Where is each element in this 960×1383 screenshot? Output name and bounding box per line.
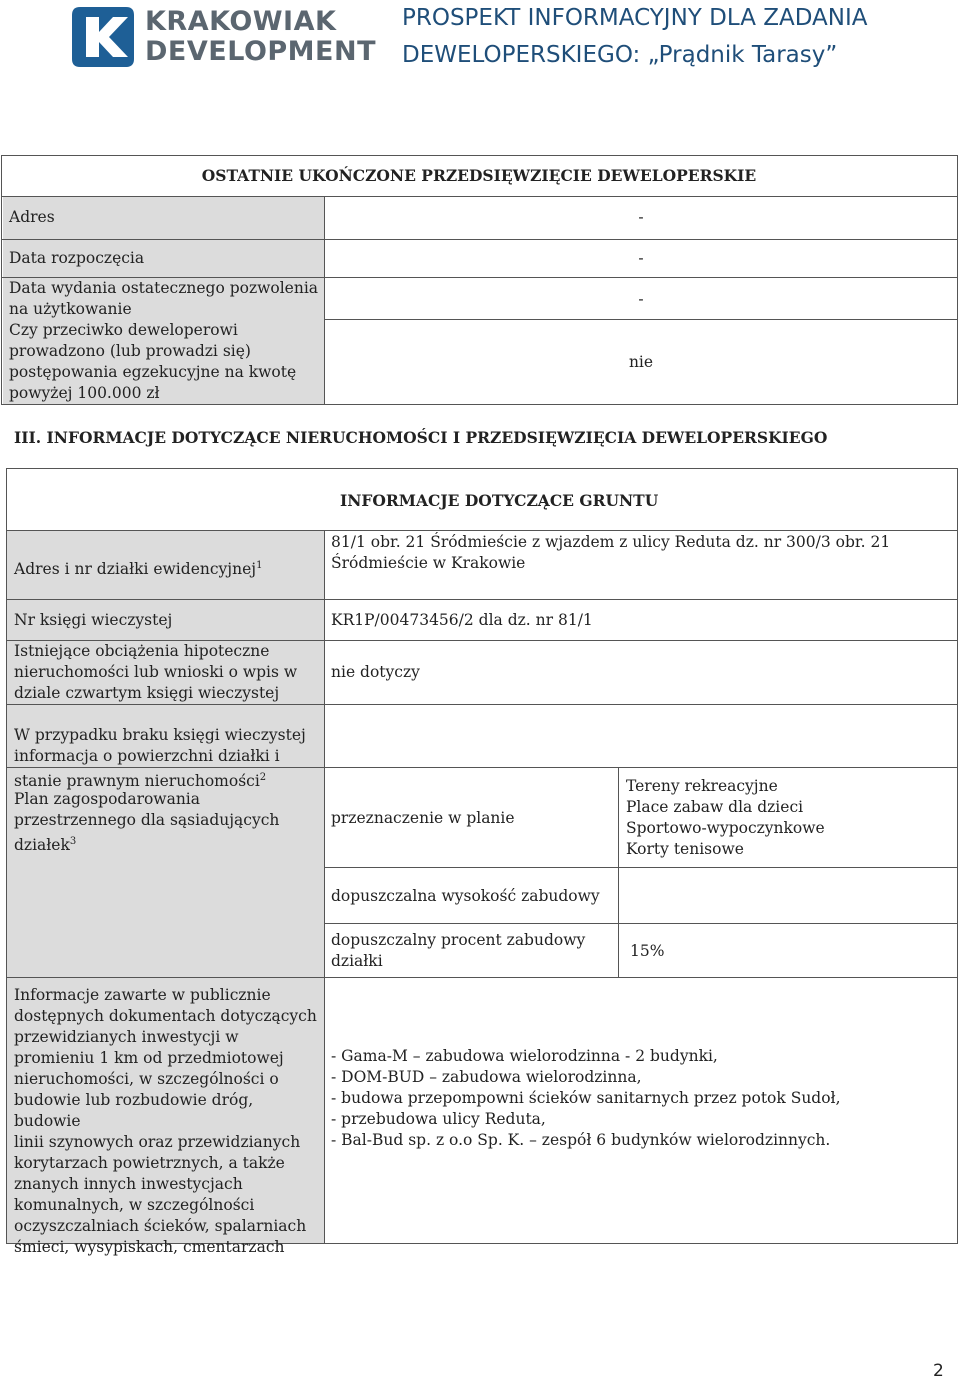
land-register-label: Nr księgi wieczystej xyxy=(14,611,173,629)
parcel-address-label-text: Adres i nr działki ewidencyjnej xyxy=(14,560,257,579)
last-project-start-date-value: - xyxy=(638,249,644,267)
parcel-address-label xyxy=(14,555,262,580)
footnote-3-marker: 3 xyxy=(69,836,77,847)
last-project-enforcement-value: nie xyxy=(628,353,654,371)
footnote-1-marker: 1 xyxy=(256,560,263,571)
last-project-address-value: - xyxy=(638,208,644,226)
document-title-line-1: PROSPEKT INFORMACYJNY DLA ZADANIA xyxy=(402,5,868,31)
land-info-subheading: INFORMACJE DOTYCZĄCE GRUNTU xyxy=(340,491,659,510)
zoning-plan-label xyxy=(14,768,322,856)
zoning-purpose-label: przeznaczenie w planie xyxy=(331,809,515,827)
land-register-value: KR1P/00473456/2 dla dz. nr 81/1 xyxy=(331,611,593,629)
section-3-heading: III. INFORMACJE DOTYCZĄCE NIERUCHOMOŚCI I PRZEDSIĘWZIĘCIA DEWELOPERSKIEGO xyxy=(14,428,828,447)
planned-investments-label: Informacje zawarte w publicznie dostępnych dokumentach dotyczących przewidzianych inwestycji w promieniu 1 km od przedmiotowej nieruchomości, w szczególności o budowie lub rozbudowie dróg, budowie linii szynowych oraz przewidzianych korytarzach powietrznych, a także znanych innych inwestycjach komunalnych, w szczególności oczyszczalniach ścieków, spalarniach śmieci, wysypiskach, cmentarzach xyxy=(14,986,317,1256)
last-project-permit-date-label: Data wydania ostatecznego pozwolenia na użytkowanie xyxy=(9,279,319,318)
last-project-enforcement-label: Czy przeciwko deweloperowi prowadzono (lub prowadzi się) postępowania egzekucyjne na kwotę powyżej 100.000 zł xyxy=(9,321,297,402)
zoning-percent-value: 15% xyxy=(630,942,665,960)
logo-line-2: DEVELOPMENT xyxy=(145,36,377,67)
last-project-permit-date-value: - xyxy=(638,290,644,308)
zoning-plan-label-text: Plan zagospodarowania przestrzennego dla sąsiadujących działek xyxy=(14,790,280,855)
encumbrance-label: Istniejące obciążenia hipoteczne nieruchomości lub wnioski o wpis w dziale czwartym księgi wieczystej xyxy=(14,642,298,702)
logo-line-1: KRAKOWIAK xyxy=(145,6,337,37)
last-project-address-label: Adres xyxy=(9,208,55,226)
last-project-start-date-label: Data rozpoczęcia xyxy=(9,249,145,267)
logo-k-icon xyxy=(70,5,136,69)
encumbrance-value: nie dotyczy xyxy=(331,663,420,681)
no-land-register-label-text: W przypadku braku księgi wieczystej informacja o powierzchni działki i stanie prawnym nieruchomości xyxy=(14,726,306,791)
company-logo xyxy=(70,5,377,71)
zoning-height-label: dopuszczalna wysokość zabudowy xyxy=(331,887,600,905)
last-project-heading: OSTATNIE UKOŃCZONE PRZEDSIĘWZIĘCIE DEWELOPERSKIE xyxy=(201,166,757,185)
footnote-2-marker: 2 xyxy=(259,772,267,783)
zoning-percent-label: dopuszczalny procent zabudowy działki xyxy=(331,931,586,970)
parcel-address-value: 81/1 obr. 21 Śródmieście z wjazdem z ulicy Reduta dz. nr 300/3 obr. 21 Śródmieście w Krakowie xyxy=(331,533,891,572)
planned-investments-value: - Gama-M – zabudowa wielorodzinna - 2 budynki, - DOM-BUD – zabudowa wielorodzinna, - budowa przepompowni ścieków sanitarnych przez potok Sudoł, - przebudowa ulicy Reduta, - Bal-Bud sp. z o.o Sp. K. – zespół 6 budynków wielorodzinnych. xyxy=(331,1047,841,1149)
document-title-line-2: DEWELOPERSKIEGO: „Prądnik Tarasy” xyxy=(402,42,838,68)
page-number: 2 xyxy=(933,1361,944,1381)
zoning-purpose-value: Tereny rekreacyjne Place zabaw dla dzieci Sportowo-wypoczynkowe Korty tenisowe xyxy=(626,777,825,858)
